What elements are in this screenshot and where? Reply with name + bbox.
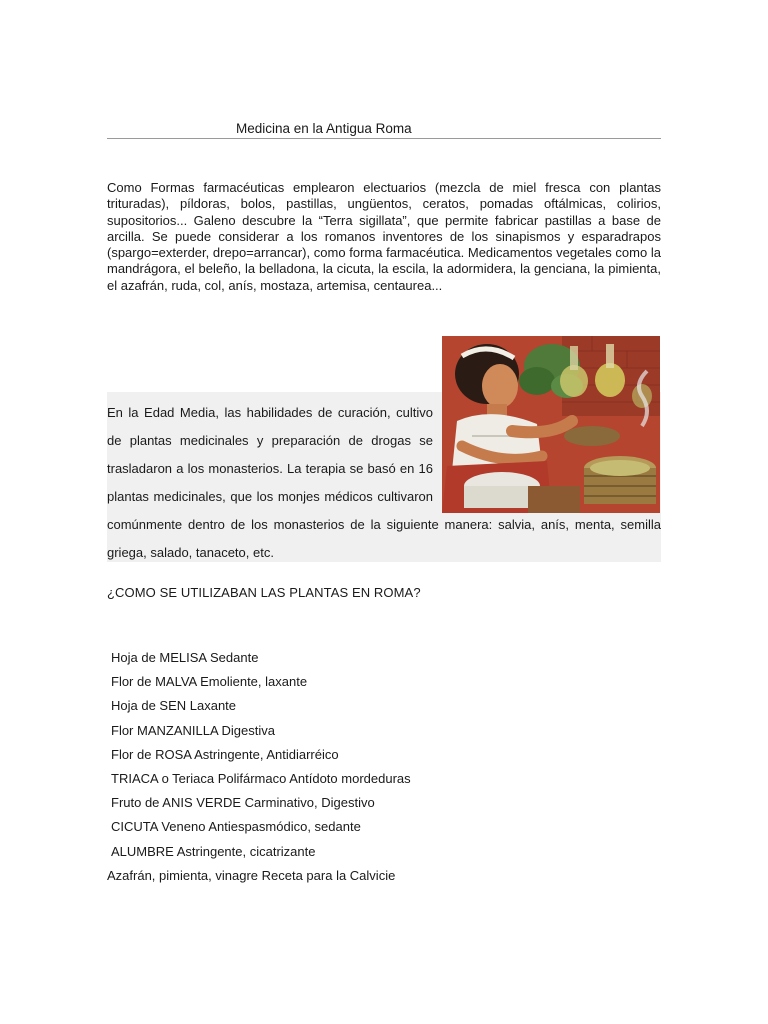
title-underline — [107, 138, 661, 139]
list-item: Flor de ROSA Astringente, Antidiarréico — [111, 746, 339, 762]
section-heading: ¿COMO SE UTILIZABAN LAS PLANTAS EN ROMA? — [107, 585, 421, 600]
list-item: Fruto de ANIS VERDE Carminativo, Digestivo — [111, 795, 375, 811]
list-item: ALUMBRE Astringente, cicatrizante — [111, 843, 316, 859]
list-item: CICUTA Veneno Antiespasmódico, sedante — [111, 819, 361, 835]
list-item: Flor MANZANILLA Digestiva — [111, 722, 275, 738]
list-item: Flor de MALVA Emoliente, laxante — [111, 674, 308, 690]
list-item: Azafrán, pimienta, vinagre Receta para la Calvicie — [107, 867, 396, 883]
edad-media-paragraph: En la Edad Media, las habilidades de curación, cultivo de plantas medicinales y preparación de drogas se trasladaron a los monasterios. La terapia se basó en 16 plantas medicinales, que los monjes médicos cultivaron comúnmente dentro de los monasterios de la siguiente manera: salvia, anís, menta, semilla griega, salado, tanaceto, etc. — [107, 405, 661, 560]
list-item: TRIACA o Teriaca Polifármaco Antídoto mordeduras — [111, 771, 411, 787]
page-title: Medicina en la Antigua Roma — [236, 121, 412, 136]
list-item: Hoja de SEN Laxante — [111, 698, 237, 714]
roman-pharmacist-illustration — [442, 336, 660, 513]
intro-paragraph: Como Formas farmacéuticas emplearon electuarios (mezcla de miel fresca con plantas trituradas), píldoras, bolos, pastillas, ungüentos, ceratos, pomadas oftálmicas, colirios, supositorios... Galeno descubre la “Terra sigillata”, que permite fabricar pastillas a base de arcilla. Se puede considerar a los romanos inventores de los sinapismos y esparadrapos (spargo=exterder, drepo=arrancar), como forma farmacéutica. Medicamentos vegetales como la mandrágora, el beleño, la belladona, la cicuta, la escila, la adormidera, la genciana, la pimienta, el azafrán, ruda, col, anís, mostaza, artemisa, centaurea... — [107, 180, 661, 293]
list-item: Hoja de MELISA Sedante — [111, 650, 259, 665]
plant-uses-list — [107, 646, 411, 888]
